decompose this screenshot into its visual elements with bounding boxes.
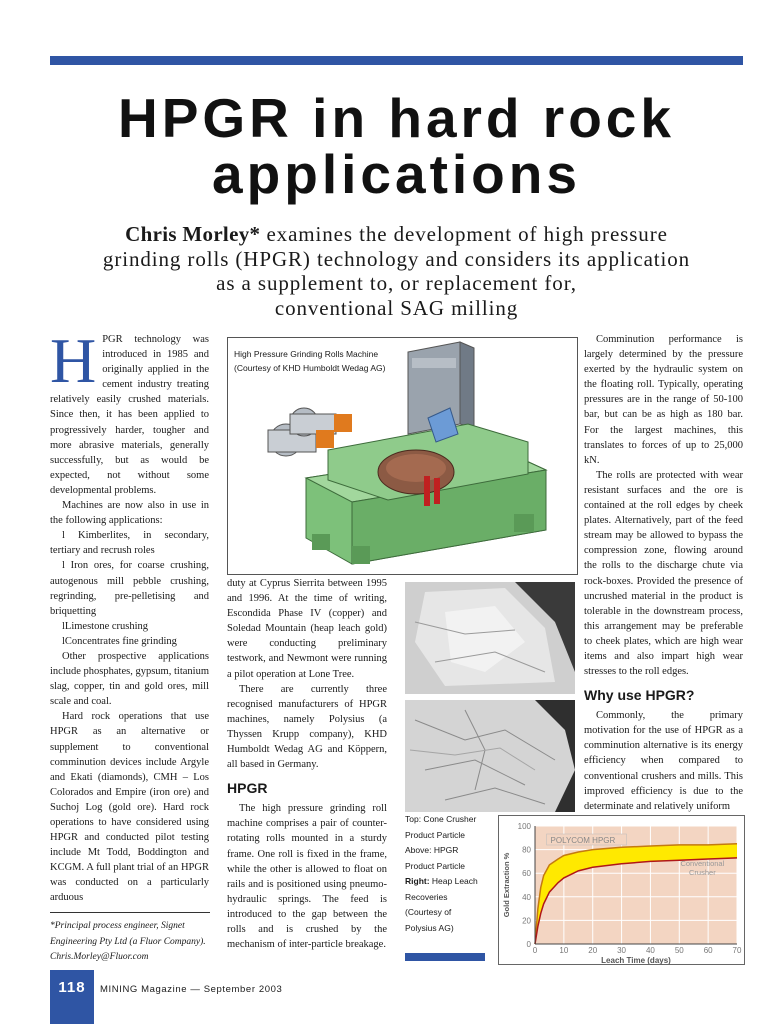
y-tick-label: 60 (522, 869, 531, 879)
x-tick-label: 0 (532, 946, 538, 955)
chart-plot (499, 816, 744, 964)
paragraph: duty at Cyprus Sierrita between 1995 and 1996. At the time of writing, Escondida Phase IV (copper) and Soledad Mountain (heap leach gold) were conducting preliminary testwork, and Newmont were running a pilot operation at Lone Tree. (227, 578, 387, 680)
blue-accent-bar (405, 953, 485, 961)
figure-caption-line: (Courtesy of KHD Humboldt Wedag AG) (234, 363, 386, 373)
x-tick-label: 40 (645, 946, 655, 955)
x-tick-label: 20 (588, 946, 598, 955)
column-3 (584, 332, 743, 814)
series-label-hpgr: POLYCOM HPGR (550, 836, 616, 845)
x-tick-label: 30 (617, 946, 627, 955)
footnote-rule (50, 912, 210, 913)
section-heading-hpgr: HPGR (227, 780, 268, 797)
x-tick-label: 70 (732, 946, 742, 955)
x-tick-label: 60 (703, 946, 713, 955)
caption-courtesy: (Courtesy of Polysius AG) (405, 907, 454, 933)
drop-cap: H (50, 325, 97, 396)
paragraph: PGR technology was introduced in 1985 and originally applied in the cement industry treating relatively easily crushed materials. Since then, it has been applied to progressively harder, tougher and more abrasive materials, generally successfully, but as would be expected, not without some developmental problems. (50, 334, 209, 496)
paragraph: Hard rock operations that use HPGR as an alternative or supplement to conventional comminution devices include Argyle and Ekati (diamonds), CMH – Los Colorados and Empire (iron ore) and Suchoj Log (gold ore). Hard rock operations to have considered using HPGR and conducted pilot testing include Mt Todd, Boddington and KCGM. A full plant trial of an HPGR was conducted on a particularly arduous (50, 711, 209, 904)
heap-leach-chart (498, 815, 745, 965)
byline: Chris Morley* (125, 222, 261, 246)
footnote-email[interactable]: Chris.Morley@Fluor.com (50, 952, 149, 962)
footnote (50, 919, 210, 966)
hpgr-machine-illustration (228, 338, 577, 574)
x-tick-label: 10 (559, 946, 569, 955)
column-1 (50, 325, 209, 906)
list-item: lLimestone crushing (62, 620, 149, 632)
standfirst-1: examines the development of high pressure (260, 222, 668, 246)
page-number: 118 (50, 970, 94, 1024)
title-line-1: HPGR in hard rock (118, 87, 675, 149)
y-tick-label: 100 (517, 822, 531, 831)
paragraph: Commonly, the primary motivation for the use of HPGR as a comminution alternative is its energy efficiency when compared to conventional crushers and mills. This improved efficiency is due to the determinate and relatively uniform (584, 710, 743, 812)
caption-right-text: Heap Leach Recoveries (405, 876, 478, 902)
standfirst-3: as a supplement to, or replacement for, (216, 271, 577, 295)
paragraph: The rolls are protected with wear resistant surfaces and the ore is contained at the roll edges by cheek plates. Alternatively, part of the feed stream may be allowed to bypass the compression zone, flowing around the rolls to the discharge chute via rock-boxes. Provided the presence of uncrushed material in the product is tolerable in the downstream process, this arrangement may be preferable to cheek plates, which are high wear items and also impart high wear stresses to the roll edges. (584, 469, 743, 678)
top-rule (50, 56, 743, 65)
list-item: lConcentrates fine grinding (62, 635, 177, 647)
paragraph: There are currently three recognised manufacturers of HPGR machines, namely Polysius (a Thyssen Krupp company), KHD Humboldt Wedag AG and Köppern, all based in Germany. (227, 683, 387, 771)
y-axis-label: Gold Extraction % (502, 852, 511, 918)
figure-caption-line: High Pressure Grinding Rolls Machine (234, 349, 379, 359)
y-tick-label: 40 (522, 892, 531, 902)
title-line-2: applications (212, 143, 581, 205)
photo-caption (405, 812, 485, 936)
hpgr-machine-figure (227, 337, 578, 575)
x-axis-label: Leach Time (days) (601, 956, 671, 964)
caption-right-label: Right: (405, 876, 430, 886)
series-label-conventional: Crusher (689, 868, 716, 878)
paragraph: Machines are now also in use in the following applications: (50, 500, 209, 527)
standfirst (50, 222, 743, 320)
magazine-footer: MINING Magazine — September 2003 (100, 984, 283, 995)
caption-above: Above: HPGR Product Particle (405, 845, 465, 871)
paragraph: Other prospective applications include phosphates, gypsum, titanium slag, copper, tin and gold ores, mill scale and coal. (50, 650, 209, 708)
rock-photo (405, 700, 575, 812)
footnote-affiliation: *Principal process engineer, Signet Engineering Pty Ltd (a Fluor Company). (50, 921, 206, 947)
y-tick-label: 20 (522, 916, 531, 926)
article-title (50, 87, 743, 205)
standfirst-2: grinding rolls (HPGR) technology and considers its application (102, 246, 691, 271)
series-label-conventional: Conventional (680, 859, 725, 869)
section-heading-why: Why use HPGR? (584, 687, 695, 704)
column-2 (227, 576, 387, 952)
paragraph: Comminution performance is largely determined by the pressure exerted by the hydraulic system on the floating roll. Typically, operating pressures are in the range of 50-100 bar, but can be as high as 180 bar. For the largest machines, this translates to forces of up to 25,000 kN. (584, 334, 743, 466)
x-tick-label: 50 (674, 946, 684, 955)
rock-photo (405, 582, 575, 694)
list-item: l Iron ores, for coarse crushing, autogenous mill pebble crushing, regrinding, pre-pelletising and briquetting (50, 560, 209, 617)
paragraph: The high pressure grinding roll machine comprises a pair of counter-rotating rolls mounted in a sturdy frame. One roll is fixed in the frame, while the other is allowed to float on rails and is positioned using pneumo-hydraulic springs. The feed is introduced to the gap between the rolls and is crushed by the mechanism of inter-particle breakage. (227, 803, 387, 951)
caption-right (405, 874, 485, 905)
y-tick-label: 0 (526, 940, 531, 949)
y-tick-label: 80 (522, 845, 531, 855)
caption-top: Top: Cone Crusher Product Particle (405, 814, 477, 840)
standfirst-4: conventional SAG milling (274, 295, 519, 320)
hpgr-particle-photo (405, 700, 575, 812)
list-item: l Kimberlites, in secondary, tertiary and recrush roles (50, 530, 209, 557)
cone-crusher-particle-photo (405, 582, 575, 694)
